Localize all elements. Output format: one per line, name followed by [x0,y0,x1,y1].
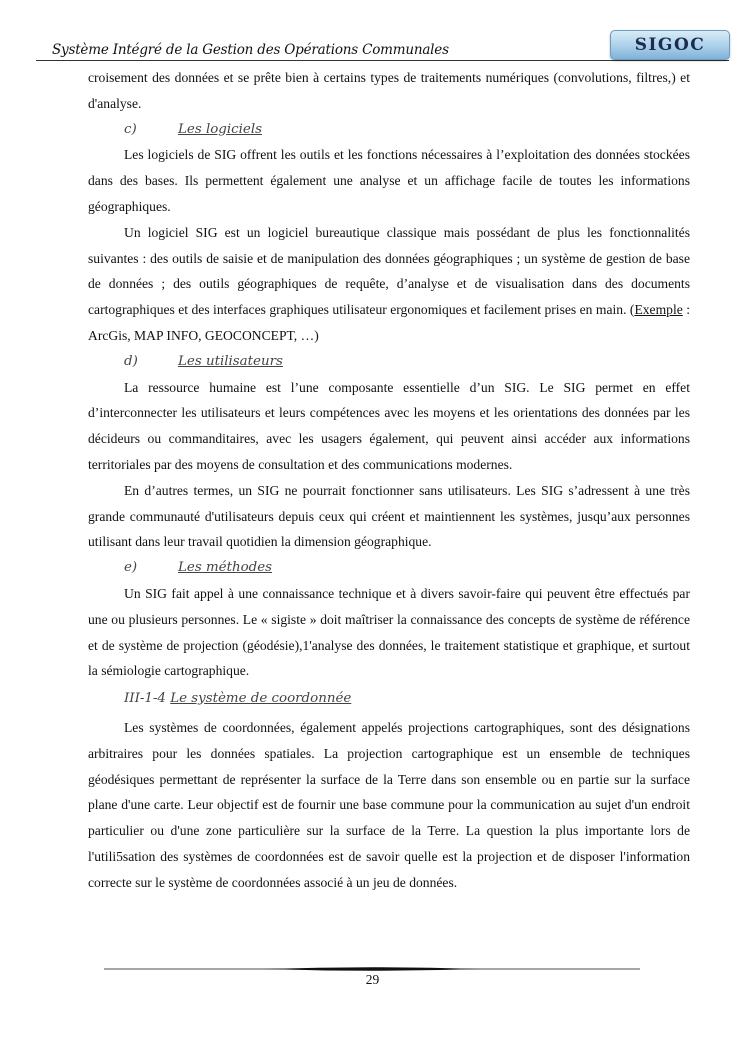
paragraph-utilisateurs-2: En d’autres termes, un SIG ne pourrait fonctionner sans utilisateurs. Les SIG s’adressent à une très grande communauté d'utilisateurs depuis ceux qui créent et maintiennent les systèmes, jusqu’aux personnes utilisant dans leur travail quotidien la dimension géographique. [88,482,690,550]
subheading-methodes [88,555,690,581]
example-text: : ArcGis, MAP INFO, GEOCONCEPT, …) [88,302,690,343]
paragraph-utilisateurs-1: La ressource humaine est l’une composante essentielle d’un SIG. Le SIG permet en effet d’interconnecter les utilisateurs et leurs compétences avec les moyens et les orientations des données par les décideurs ou commanditaires, avec les usagers également, qui peuvent ainsi accéder aux informations territoriales par des moyens de consultation et des communications modernes. [88,379,690,472]
example-label: Exemple [634,302,683,318]
paragraph-logiciels-1: Les logiciels de SIG offrent les outils et les fonctions nécessaires à l’exploitation des données stockées dans des bases. Ils permettent également une analyse et un affichage facile de toutes les informations géographiques. [88,147,690,214]
section-title: Le système de coordonnée [170,691,352,707]
page-number: 29 [365,972,380,987]
subheading-letter: e) [124,560,138,576]
paragraph-continued: croisement des données et se prête bien à certains types de traitements numériques (convolutions, filtres,) et d'analyse. [88,70,690,111]
subheading-logiciels [88,117,690,143]
subheading-utilisateurs [88,349,690,375]
paragraph-coordonnees: Les systèmes de coordonnées, également appelés projections cartographiques, sont des désignations arbitraires pour les données spatiales. La projection cartographique est un ensemble de techniques géodésiques permettant de représenter la surface de la Terre dans son ensemble ou en partie sur la surface plane d'une carte. Leur objectif est de fournir une base commune pour la communication au sujet d'un endroit particulier ou d'une zone particulière sur la surface de la Terre. La question la plus importante lors de l'utili5sation des systèmes de coordonnées est de savoir quelle est la projection et de disposer l'information correcte sur le système de coordonnées associé à un jeu de données. [88,719,690,890]
subheading-title: Les méthodes [178,560,273,576]
paragraph-methodes: Un SIG fait appel à une connaissance technique et à divers savoir-faire qui peuvent être effectués par une ou plusieurs personnes. Le « sigiste » doit maîtriser la connaissance des concepts de système de référence et de système de projection (géodésie),1'analyse des données, le traitement statistique et graphique, et surtout la sémiologie cartographique. [88,585,690,679]
header-rule [36,60,729,61]
paragraph-text: Un logiciel SIG est un logiciel bureautique classique mais possédant de plus les fonctionnalités suivantes : des outils de saisie et de manipulation des données géographiques ; un système de gestion de base de données ; des outils géographiques de requête, d’analyse et de visualisation dans des documents cartographiques et des interfaces graphiques utilisateur ergonomiques et facilement prises en main. ( [88,224,690,318]
section-number: III-1-4 [124,691,171,707]
subheading-title: Les utilisateurs [178,353,283,369]
section-heading [124,686,690,712]
paragraph-logiciels-2 [88,220,690,349]
subheading-letter: c) [124,121,137,137]
sigoc-logo [610,30,730,60]
document-body [88,65,690,896]
header-title: Système Intégré de la Gestion des Opérations Communales [52,42,449,58]
page-header [0,0,745,66]
subheading-title: Les logiciels [178,121,263,137]
logo-text: SIGOC [634,35,706,55]
subheading-letter: d) [124,353,138,369]
